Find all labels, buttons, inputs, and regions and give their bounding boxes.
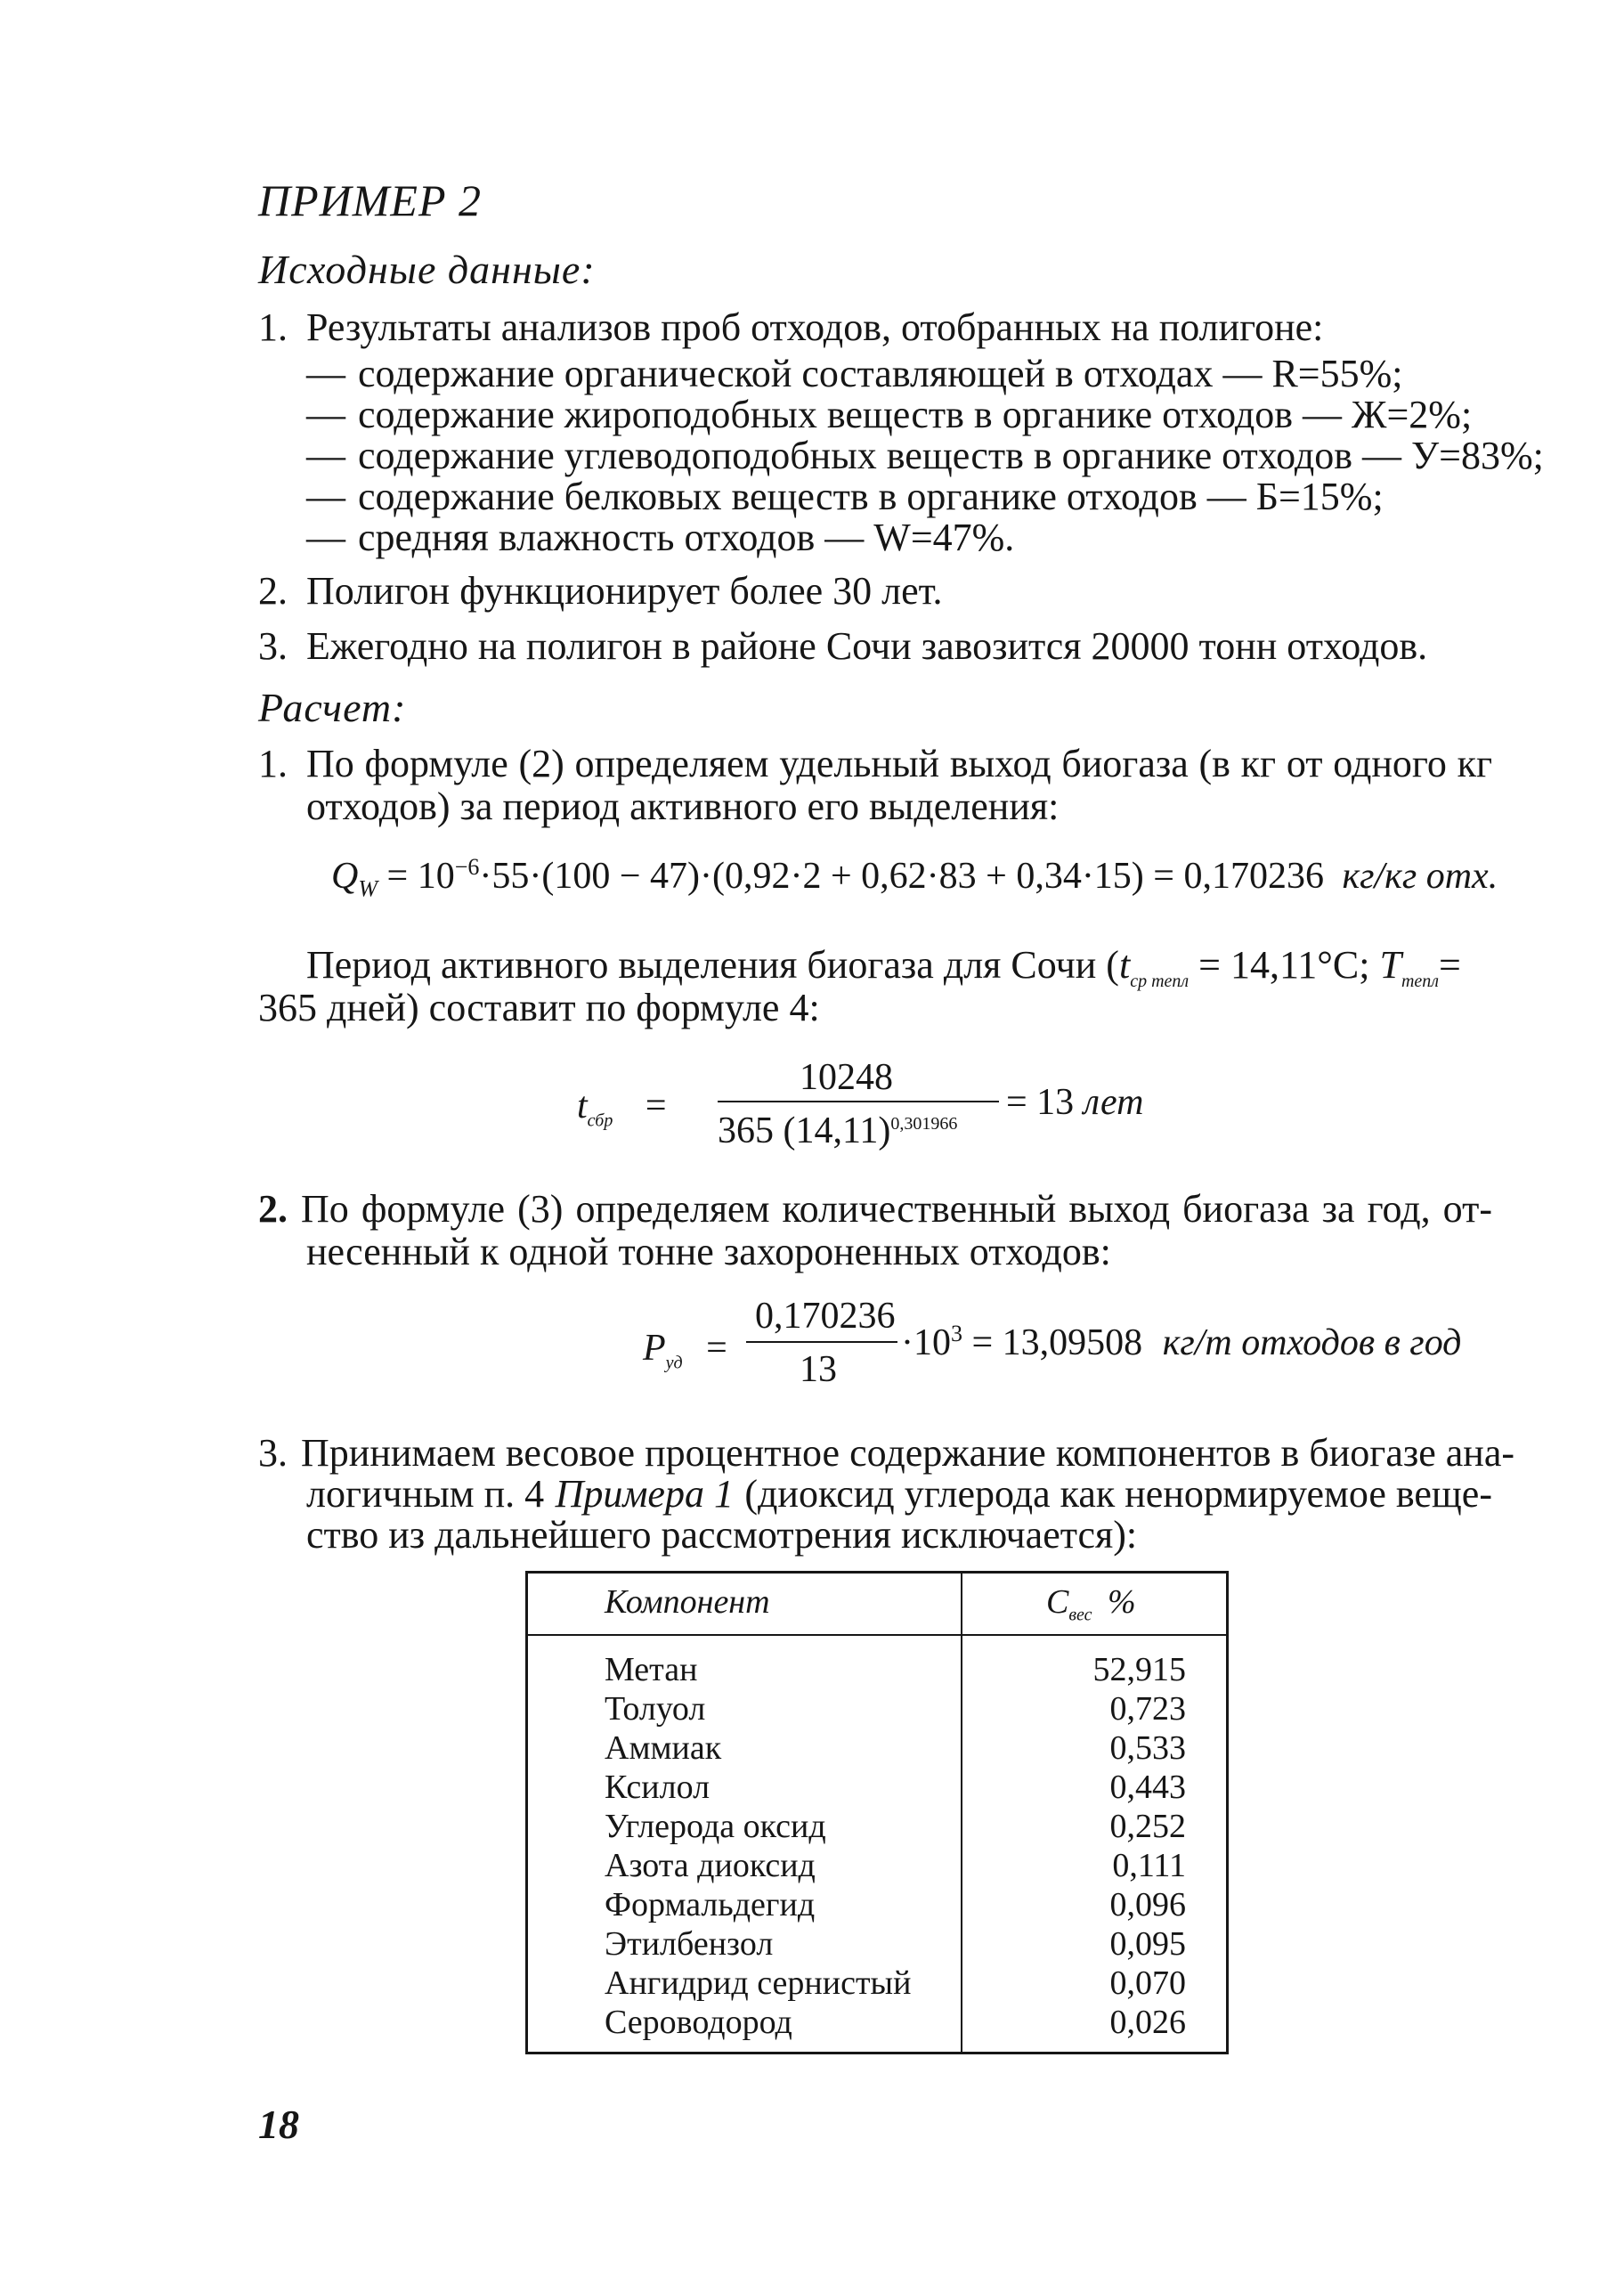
formula-pud-denominator: 13 bbox=[800, 1349, 837, 1390]
table-header-weight-symbol: C bbox=[1046, 1583, 1069, 1621]
formula-tsbr-lhs bbox=[577, 1085, 667, 1131]
formula-tsbr-unit: лет bbox=[1083, 1082, 1144, 1123]
formula-pud-fraction-bar bbox=[746, 1341, 897, 1343]
initial-data-title: Исходные данные: bbox=[258, 247, 596, 292]
table-row-name: Углерода оксид bbox=[605, 1808, 826, 1845]
table-row-value: 0,070 bbox=[1109, 1964, 1186, 2002]
initial-bullet: содержание органической составляющей в отходах — R=55%; bbox=[358, 352, 1403, 395]
calc-step-3-line-3: ство из дальнейшего рассмотрения исключается): bbox=[306, 1513, 1138, 1557]
calc-step-3-line-1: Принимаем весовое процентное содержание компонентов в биогазе ана- bbox=[301, 1431, 1515, 1475]
example-heading: ПРИМЕР 2 bbox=[258, 175, 482, 225]
formula-qw-symbol: Q bbox=[331, 856, 359, 897]
initial-bullet: содержание углеводоподобных веществ в органике отходов — У=83%; bbox=[358, 434, 1544, 477]
calc-step-3-line-2-a: логичным п. 4 bbox=[306, 1472, 545, 1516]
calc-step-1-line-2: отходов) за период активного его выделения: bbox=[306, 785, 1060, 828]
table-row-value: 0,096 bbox=[1109, 1886, 1186, 1923]
formula-pud-rest bbox=[901, 1321, 1461, 1364]
bullet-dash: — bbox=[306, 393, 345, 436]
table-header-divider bbox=[528, 1634, 1226, 1636]
period-t-symbol: t bbox=[1118, 943, 1131, 987]
formula-pud-lhs bbox=[643, 1327, 727, 1373]
formula-pud-equals: = bbox=[706, 1328, 727, 1369]
formula-tsbr-fraction-bar bbox=[718, 1101, 999, 1102]
initial-item-3-text: Ежегодно на полигон в районе Сочи завозится 20000 тонн отходов. bbox=[306, 624, 1428, 668]
table-row-name: Метан bbox=[605, 1651, 698, 1688]
table-row-name: Азота диоксид bbox=[605, 1847, 816, 1884]
table-row-name: Аммиак bbox=[605, 1729, 722, 1767]
page-number: 18 bbox=[258, 2102, 299, 2147]
formula-pud-result: = 13,09508 bbox=[971, 1322, 1143, 1363]
period-text-b: = 14,11°C; bbox=[1198, 943, 1370, 987]
table-row-value: 0,095 bbox=[1109, 1925, 1186, 1963]
formula-tsbr-equals: = bbox=[645, 1086, 667, 1126]
formula-tsbr-symbol: t bbox=[577, 1086, 588, 1126]
calc-step-3-number: 3. bbox=[258, 1431, 288, 1475]
formula-tsbr-subscript: сбр bbox=[587, 1110, 613, 1131]
calc-step-3-line-2-b: (диоксид углерода как ненормируемое веще- bbox=[744, 1472, 1492, 1516]
bullet-dash: — bbox=[306, 516, 345, 559]
formula-tsbr-denominator-base: 365 (14,11) bbox=[718, 1110, 891, 1151]
initial-bullet: содержание белковых веществ в органике отходов — Б=15%; bbox=[358, 475, 1384, 518]
table-row-value: 0,111 bbox=[1112, 1847, 1186, 1884]
calc-step-2-number: 2. bbox=[258, 1187, 288, 1231]
table-row-name: Формальдегид bbox=[605, 1886, 816, 1923]
period-t-subscript: ср тепл bbox=[1130, 971, 1190, 991]
components-table bbox=[525, 1571, 1229, 2054]
table-header-weight bbox=[1046, 1582, 1136, 1625]
table-row-name: Толуол bbox=[605, 1690, 706, 1728]
calc-title: Расчет: bbox=[258, 685, 407, 730]
formula-qw bbox=[331, 854, 1498, 902]
formula-pud-numerator: 0,170236 bbox=[755, 1296, 896, 1337]
formula-pud-multiplier: ·10 bbox=[901, 1322, 951, 1363]
initial-item-2-text: Полигон функционирует более 30 лет. bbox=[306, 569, 943, 613]
calc-step-1-line-1: По формуле (2) определяем удельный выход биогаза (в кг от одного кг bbox=[306, 742, 1492, 785]
initial-bullet: средняя влажность отходов — W=47%. bbox=[358, 516, 1015, 559]
table-column-divider bbox=[961, 1574, 962, 2052]
table-row-value: 0,026 bbox=[1109, 2004, 1186, 2041]
initial-item-1-text: Результаты анализов проб отходов, отобранных на полигоне: bbox=[306, 305, 1324, 349]
formula-pud-exponent: 3 bbox=[951, 1321, 962, 1346]
calc-step-3-reference: Примера 1 bbox=[555, 1472, 734, 1516]
table-row-value: 0,533 bbox=[1109, 1729, 1186, 1767]
calc-step-1-number: 1. bbox=[258, 742, 288, 785]
bullet-dash: — bbox=[306, 475, 345, 518]
table-row-name: Ксилол bbox=[605, 1769, 710, 1806]
table-row-value: 0,252 bbox=[1109, 1808, 1186, 1845]
formula-qw-exponent: −6 bbox=[454, 854, 480, 880]
formula-qw-unit: кг/кг отх. bbox=[1342, 856, 1498, 897]
initial-bullet: содержание жироподобных веществ в органике отходов — Ж=2%; bbox=[358, 393, 1473, 436]
period-line-2: 365 дней) составит по формуле 4: bbox=[258, 986, 820, 1029]
period-line-1 bbox=[306, 942, 1461, 989]
calc-step-3-line-2 bbox=[306, 1471, 1492, 1518]
period-T-symbol: T bbox=[1379, 943, 1401, 987]
period-text-c: = bbox=[1439, 943, 1461, 987]
table-row-name: Ангидрид сернистый bbox=[605, 1964, 912, 2002]
calc-step-2-line-2: несенный к одной тонне захороненных отходов: bbox=[306, 1230, 1111, 1273]
table-row-value: 0,723 bbox=[1109, 1690, 1186, 1728]
formula-pud-subscript: уд bbox=[665, 1353, 683, 1373]
formula-tsbr-numerator: 10248 bbox=[800, 1057, 893, 1098]
table-row-value: 0,443 bbox=[1109, 1769, 1186, 1806]
formula-qw-expression: ·55·(100 − 47)·(0,92·2 + 0,62·83 + 0,34·15) = 0,170236 bbox=[479, 856, 1324, 897]
initial-item-1-number: 1. bbox=[258, 305, 288, 349]
table-row-value: 52,915 bbox=[1092, 1651, 1186, 1688]
formula-tsbr-result-value: = 13 bbox=[1006, 1082, 1075, 1123]
table-header-weight-subscript: вес bbox=[1068, 1605, 1092, 1625]
bullet-dash: — bbox=[306, 434, 345, 477]
table-header-component: Компонент bbox=[605, 1583, 770, 1621]
period-text-a: Период активного выделения биогаза для Сочи ( bbox=[306, 943, 1119, 987]
table-row-name: Сероводород bbox=[605, 2004, 792, 2041]
formula-qw-equals: = 10 bbox=[386, 856, 455, 897]
formula-tsbr-denominator bbox=[718, 1110, 957, 1152]
formula-tsbr-result bbox=[1006, 1081, 1143, 1124]
calc-step-2-line-1: По формуле (3) определяем количественный выход биогаза за год, от- bbox=[301, 1187, 1492, 1231]
formula-pud-unit: кг/т отходов в год bbox=[1162, 1322, 1462, 1363]
table-row-name: Этилбензол bbox=[605, 1925, 774, 1963]
bullet-dash: — bbox=[306, 352, 345, 395]
initial-item-3-number: 3. bbox=[258, 624, 288, 668]
period-T-subscript: тепл bbox=[1401, 971, 1440, 991]
initial-item-2-number: 2. bbox=[258, 569, 288, 613]
formula-qw-subscript: W bbox=[358, 875, 378, 902]
formula-tsbr-denominator-exponent: 0,301966 bbox=[890, 1114, 958, 1134]
table-header-weight-unit: % bbox=[1108, 1583, 1136, 1621]
formula-pud-symbol: P bbox=[643, 1328, 666, 1369]
